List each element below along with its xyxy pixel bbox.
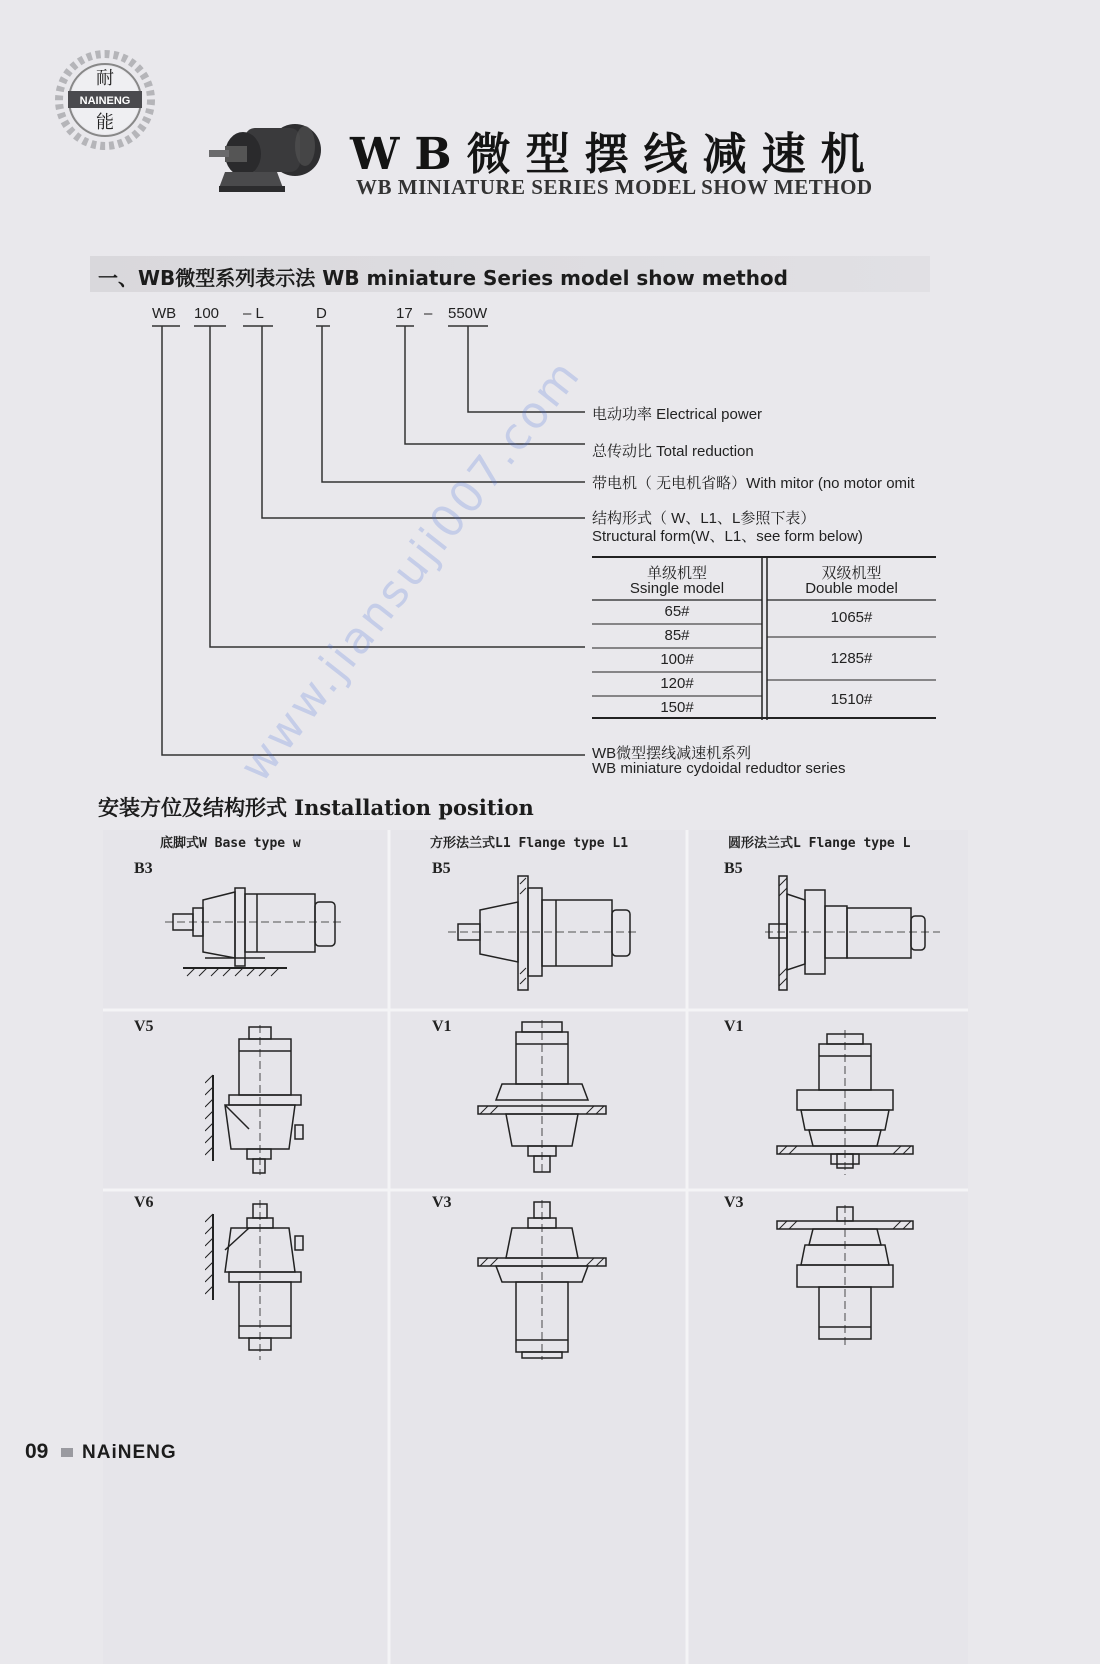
model-table [592,556,936,720]
logo-brand: NAINENG [79,95,131,107]
position-label: V5 [134,1018,154,1035]
drawing-v6-base [205,1200,315,1360]
drawing-v3-round-flange [775,1205,915,1345]
gear-motor-image [205,110,330,200]
column-header-base-type: 底脚式W Base type w [160,836,301,851]
single-model-cell: 85# [664,627,690,644]
position-label: B5 [724,860,743,877]
section1-title: 一、WB微型系列表示法 WB miniature Series model show method [98,266,788,290]
single-model-cell: 120# [660,675,694,692]
naineng-logo [50,42,160,162]
label-series-cn: WB微型摆线减速机系列 [592,745,752,762]
position-label: B3 [134,860,153,877]
code-motor: D [316,305,327,322]
position-label: V1 [432,1018,452,1035]
page-number: 09 [25,1440,49,1463]
table-header-double-en: Double model [805,580,898,597]
single-model-cell: 100# [660,651,694,668]
double-model-cell: 1285# [830,650,873,667]
label-total-reduction: 总传动比 Total reduction [592,443,754,460]
label-structural-form-en: Structural form(W、L1、see form below) [592,528,863,545]
code-dash: – [424,305,433,322]
drawing-b5-square-flange [448,870,638,996]
drawing-v5-base [205,1025,315,1175]
drawing-b5-round-flange [765,870,940,996]
label-with-motor: 带电机（ 无电机省略）With mitor (no motor omit [592,475,915,492]
position-label: V1 [724,1018,744,1035]
watermark: www.jiansuji007.com [230,349,592,792]
drawing-v1-square-flange [472,1020,612,1175]
position-label: B5 [432,860,451,877]
code-power: 550W [448,305,488,322]
column-header-round-flange: 圆形法兰式L Flange type L [728,836,911,851]
position-label: V6 [134,1194,154,1211]
position-label: V3 [432,1194,452,1211]
table-header-single-cn: 单级机型 [646,565,707,582]
code-size: 100 [194,305,220,322]
double-model-cell: 1065# [830,609,873,626]
label-electrical-power: 电动功率 Electrical power [592,406,763,423]
position-label: V3 [724,1194,744,1211]
logo-top-char: 耐 [96,68,114,89]
footer-separator [61,1448,73,1457]
section2-title: 安装方位及结构形式 Installation position [98,795,534,820]
table-header-double-cn: 双级机型 [821,565,882,582]
drawing-v3-square-flange [472,1200,612,1360]
code-ratio: 17 [396,305,413,322]
page-subtitle: WB MINIATURE SERIES MODEL SHOW METHOD [356,175,873,199]
drawing-b3-base [165,880,345,980]
single-model-cell: 150# [660,699,694,716]
logo-bottom-char: 能 [96,112,114,133]
code-wb: WB [152,305,177,322]
footer-brand: NAiNENG [82,1442,177,1463]
drawing-v1-round-flange [775,1030,915,1175]
double-model-cell: 1510# [830,691,873,708]
table-header-single-en: Ssingle model [629,580,725,597]
page-title: WB微型摆线减速机 [350,129,880,180]
code-form: – L [243,305,264,322]
column-header-square-flange: 方形法兰式L1 Flange type L1 [430,836,629,851]
label-structural-form-cn: 结构形式（ W、L1、L参照下表） [592,510,816,527]
single-model-cell: 65# [664,603,690,620]
label-series-en: WB miniature cydoidal redudtor series [592,760,846,777]
